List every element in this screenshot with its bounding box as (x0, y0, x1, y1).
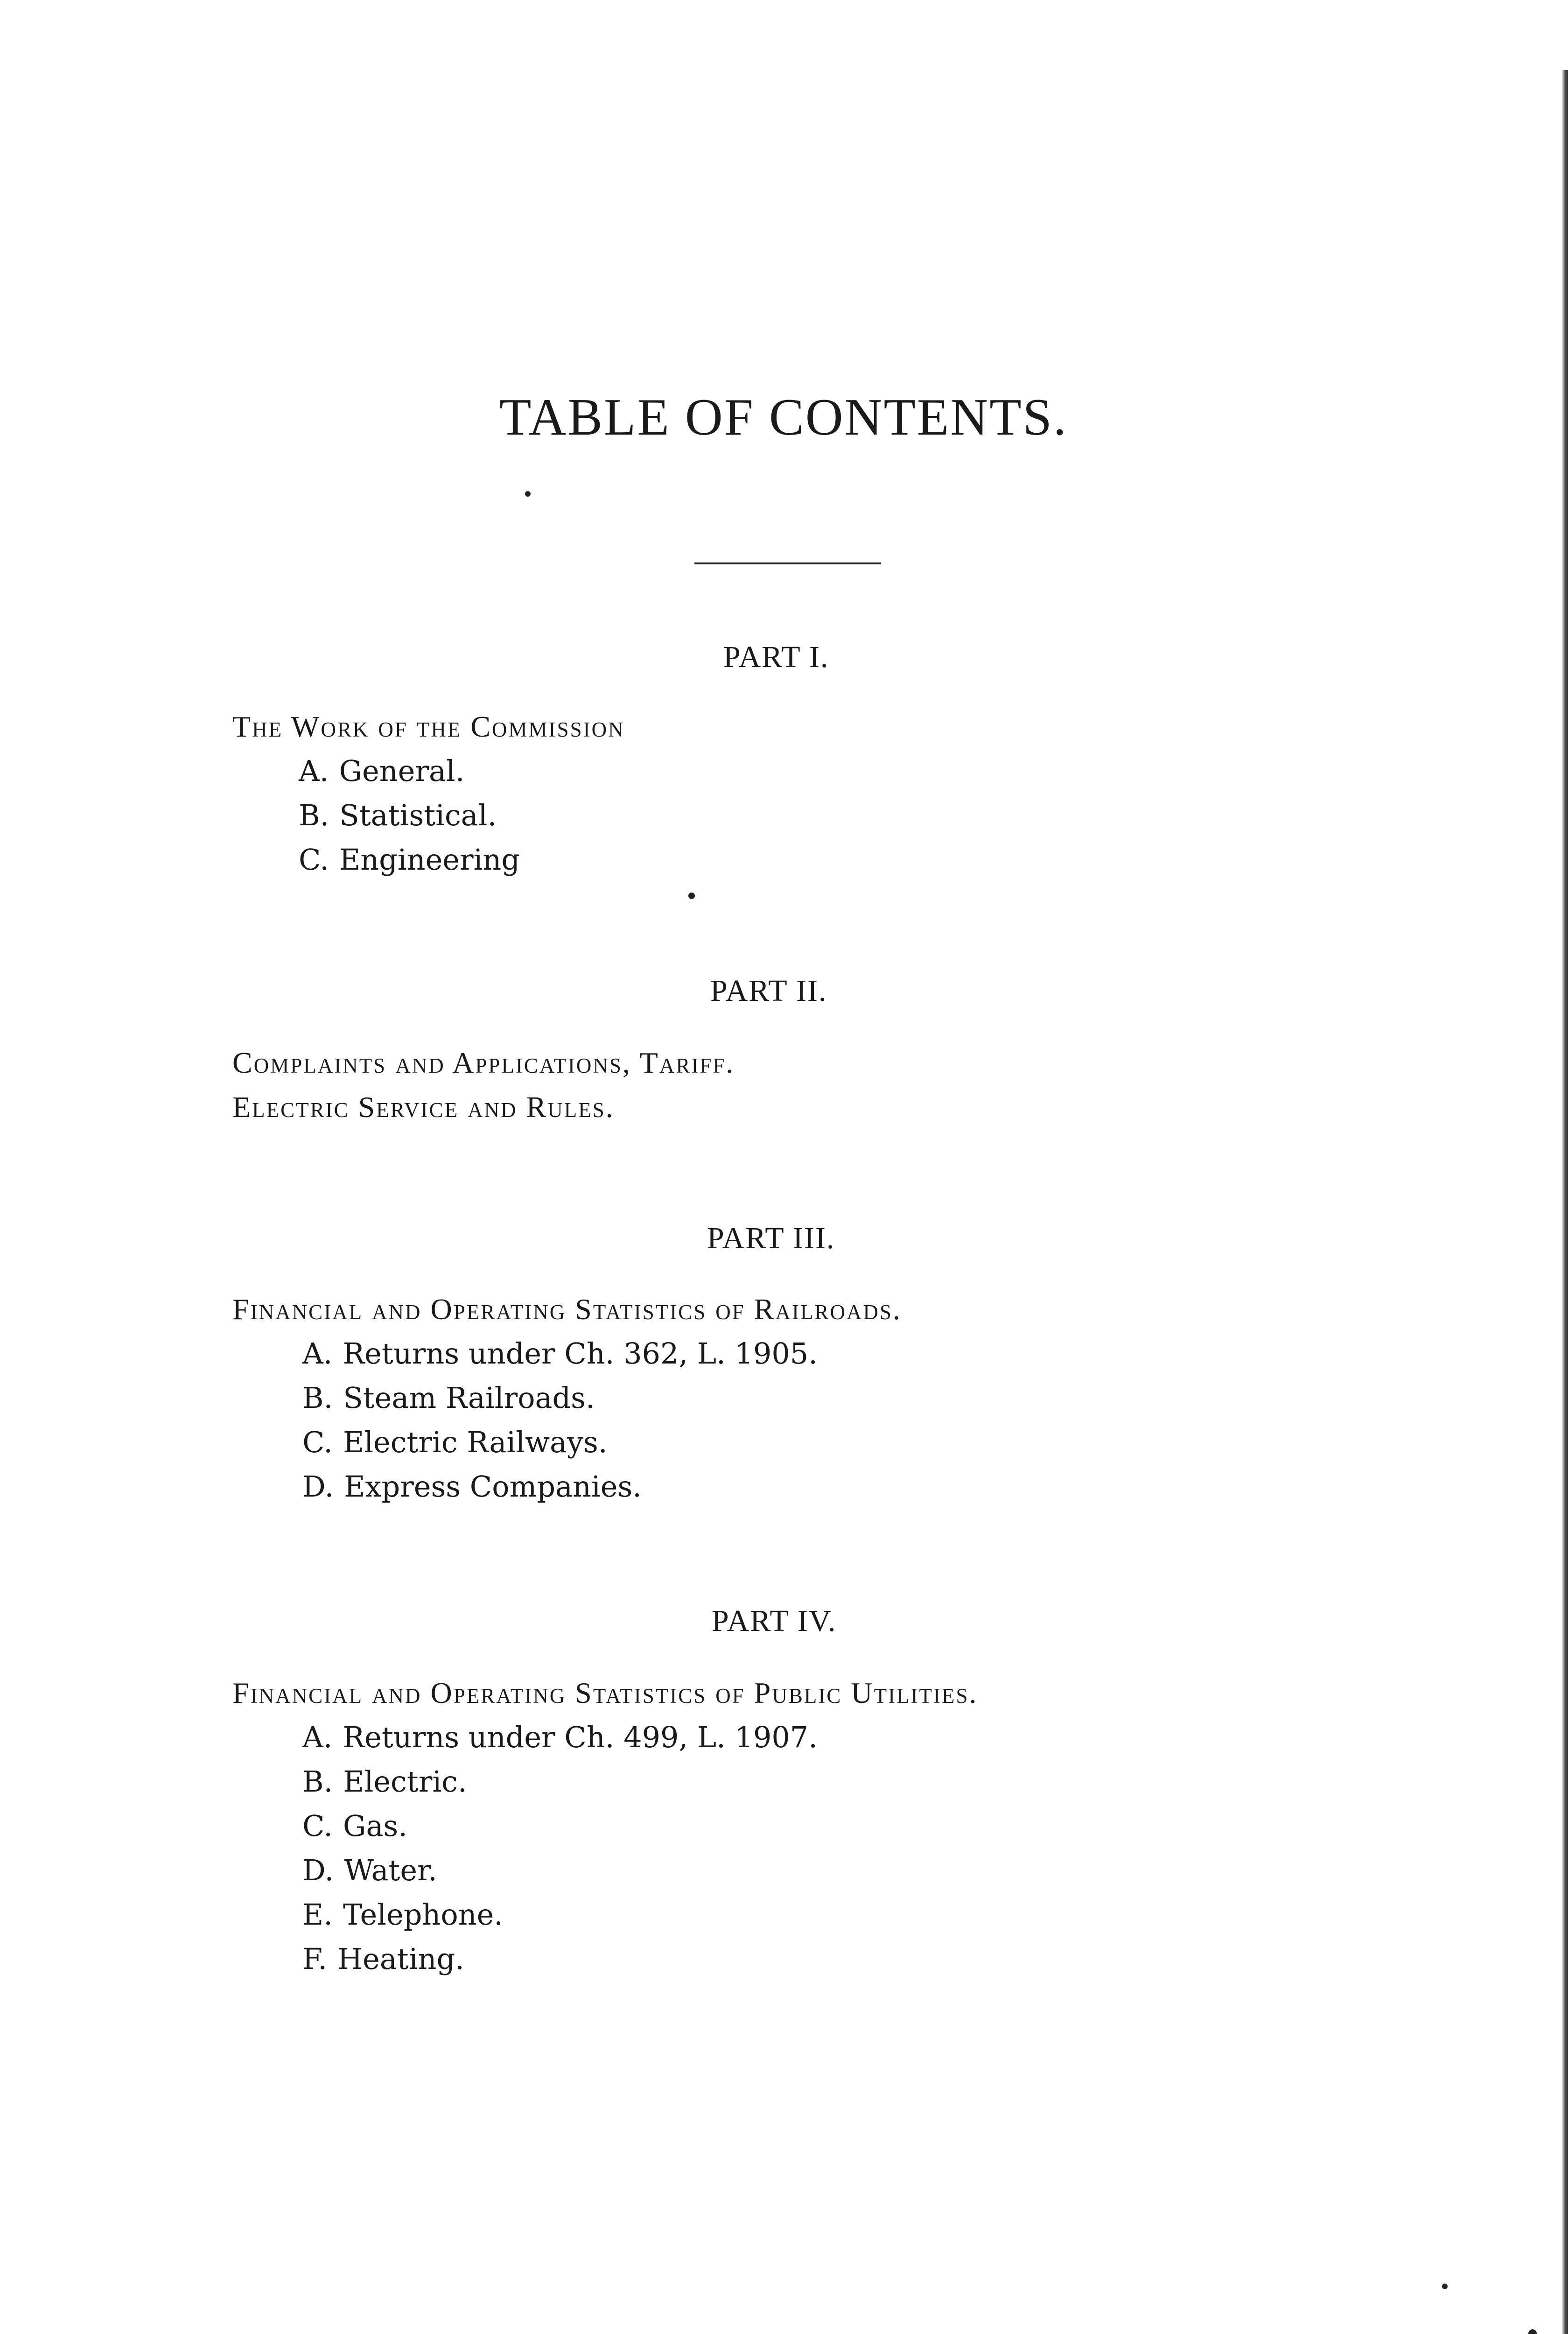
item-letter: A. (299, 754, 329, 788)
part-4-item-b (302, 1765, 467, 1799)
item-letter: B. (299, 798, 329, 832)
item-text: Steam Railroads. (343, 1381, 595, 1415)
part-3-item-a (302, 1336, 818, 1371)
part-1-item-b (299, 798, 497, 832)
item-text: Statistical. (339, 798, 497, 832)
item-letter: C. (299, 843, 329, 877)
part-2-heading: PART II. (710, 974, 827, 1008)
item-text: Electric Railways. (343, 1425, 608, 1459)
item-letter: C. (302, 1425, 333, 1459)
part-3-item-d (302, 1469, 642, 1504)
part-4-item-a (302, 1720, 818, 1754)
scan-edge-right (1561, 70, 1568, 2334)
item-text: Engineering (339, 843, 520, 877)
item-letter: A. (302, 1720, 333, 1754)
item-text: Returns under Ch. 362, L. 1905. (343, 1336, 818, 1371)
item-text: Telephone. (343, 1898, 503, 1932)
part-1-item-a (299, 754, 464, 788)
part-1-section-1-title: The Work of the Commission (232, 710, 625, 743)
item-letter: D. (302, 1853, 334, 1887)
part-3-item-b (302, 1381, 595, 1415)
item-letter: C. (302, 1809, 333, 1843)
part-4-item-d (302, 1853, 437, 1887)
item-letter: B. (302, 1765, 333, 1799)
part-4-section-1-title: Financial and Operating Statistics of Public Utilities. (232, 1676, 978, 1709)
item-letter: D. (302, 1469, 334, 1504)
part-1-item-c (299, 843, 520, 877)
part-3-heading: PART III. (707, 1221, 835, 1255)
part-2-section-1-title: Complaints and Applications, Tariff. (232, 1046, 735, 1079)
page-title: TABLE OF CONTENTS. (499, 388, 1068, 446)
item-text: Returns under Ch. 499, L. 1907. (343, 1720, 818, 1754)
item-letter: B. (302, 1381, 333, 1415)
part-3-section-1-title: Financial and Operating Statistics of Railroads. (232, 1293, 902, 1326)
part-4-heading: PART IV. (712, 1604, 837, 1638)
item-text: Electric. (343, 1765, 467, 1799)
part-1-heading: PART I. (723, 640, 829, 674)
part-4-item-c (302, 1809, 407, 1843)
part-2-section-2-title: Electric Service and Rules. (232, 1090, 615, 1124)
speck (525, 491, 531, 497)
item-letter: A. (302, 1336, 333, 1371)
speck (688, 893, 695, 899)
title-divider (694, 562, 881, 564)
item-letter: E. (302, 1898, 333, 1932)
item-text: General. (339, 754, 465, 788)
speck (1442, 2284, 1448, 2289)
part-4-item-f (302, 1942, 464, 1976)
part-3-item-c (302, 1425, 608, 1459)
item-text: Heating. (337, 1942, 464, 1976)
item-text: Gas. (343, 1809, 407, 1843)
part-4-item-e (302, 1898, 503, 1932)
item-letter: F. (302, 1942, 328, 1976)
item-text: Express Companies. (344, 1469, 642, 1504)
speck (1528, 2329, 1537, 2334)
item-text: Water. (344, 1853, 437, 1887)
